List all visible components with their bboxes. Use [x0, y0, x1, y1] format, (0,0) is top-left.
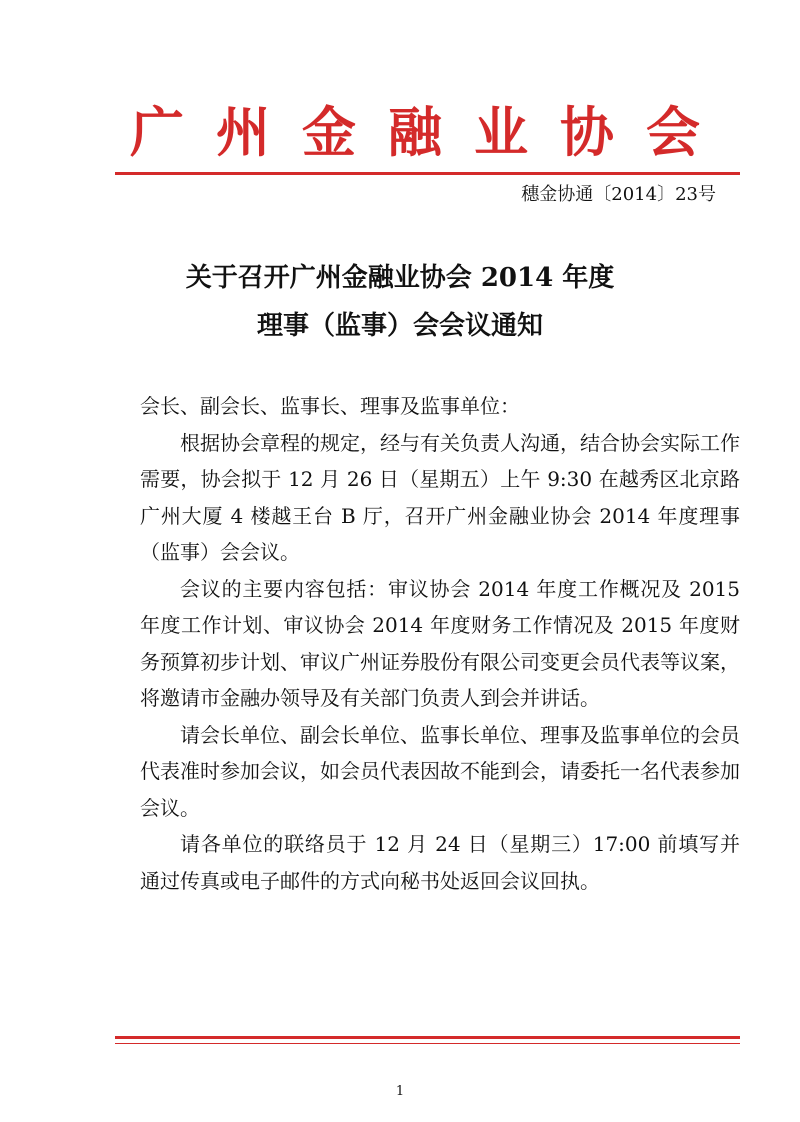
organization-letterhead-title: 广州金融业协会 [130, 101, 732, 164]
letterhead-red-divider [115, 172, 740, 175]
body-paragraph-1: 根据协会章程的规定，经与有关负责人沟通，结合协会实际工作需要，协会拟于 12 月 26 日（星期五）上午 9:30 在越秀区北京路广州大厦 4 楼越王台 B 厅，召开广州金融业协会 2014 年度理事（监事）会会议。 [140, 430, 740, 564]
notice-title-line-2: 理事（监事）会会议通知 [256, 311, 543, 341]
footer-red-divider-thick [115, 1036, 740, 1039]
notice-title-line-1: 关于召开广州金融业协会 2014 年度 [185, 263, 615, 293]
salutation: 会长、副会长、监事长、理事及监事单位： [140, 394, 520, 418]
body-paragraph-3: 请会长单位、副会长单位、监事长单位、理事及监事单位的会员代表准时参加会议，如会员代表因故不能到会，请委托一名代表参加会议。 [140, 722, 740, 820]
document-number: 穗金协通〔2014〕23号 [521, 184, 716, 205]
footer-red-divider-thin [115, 1043, 740, 1044]
notice-body [140, 388, 740, 899]
body-paragraph-2: 会议的主要内容包括：审议协会 2014 年度工作概况及 2015 年度工作计划、审议协会 2014 年度财务工作情况及 2015 年度财务预算初步计划、审议广州证券股份有限公司变更会员代表等议案，将邀请市金融办领导及有关部门负责人到会并讲话。 [140, 576, 740, 710]
body-paragraph-4: 请各单位的联络员于 12 月 24 日（星期三）17:00 前填写并通过传真或电子邮件的方式向秘书处返回会议回执。 [140, 832, 740, 893]
page-number: 1 [395, 1084, 405, 1099]
